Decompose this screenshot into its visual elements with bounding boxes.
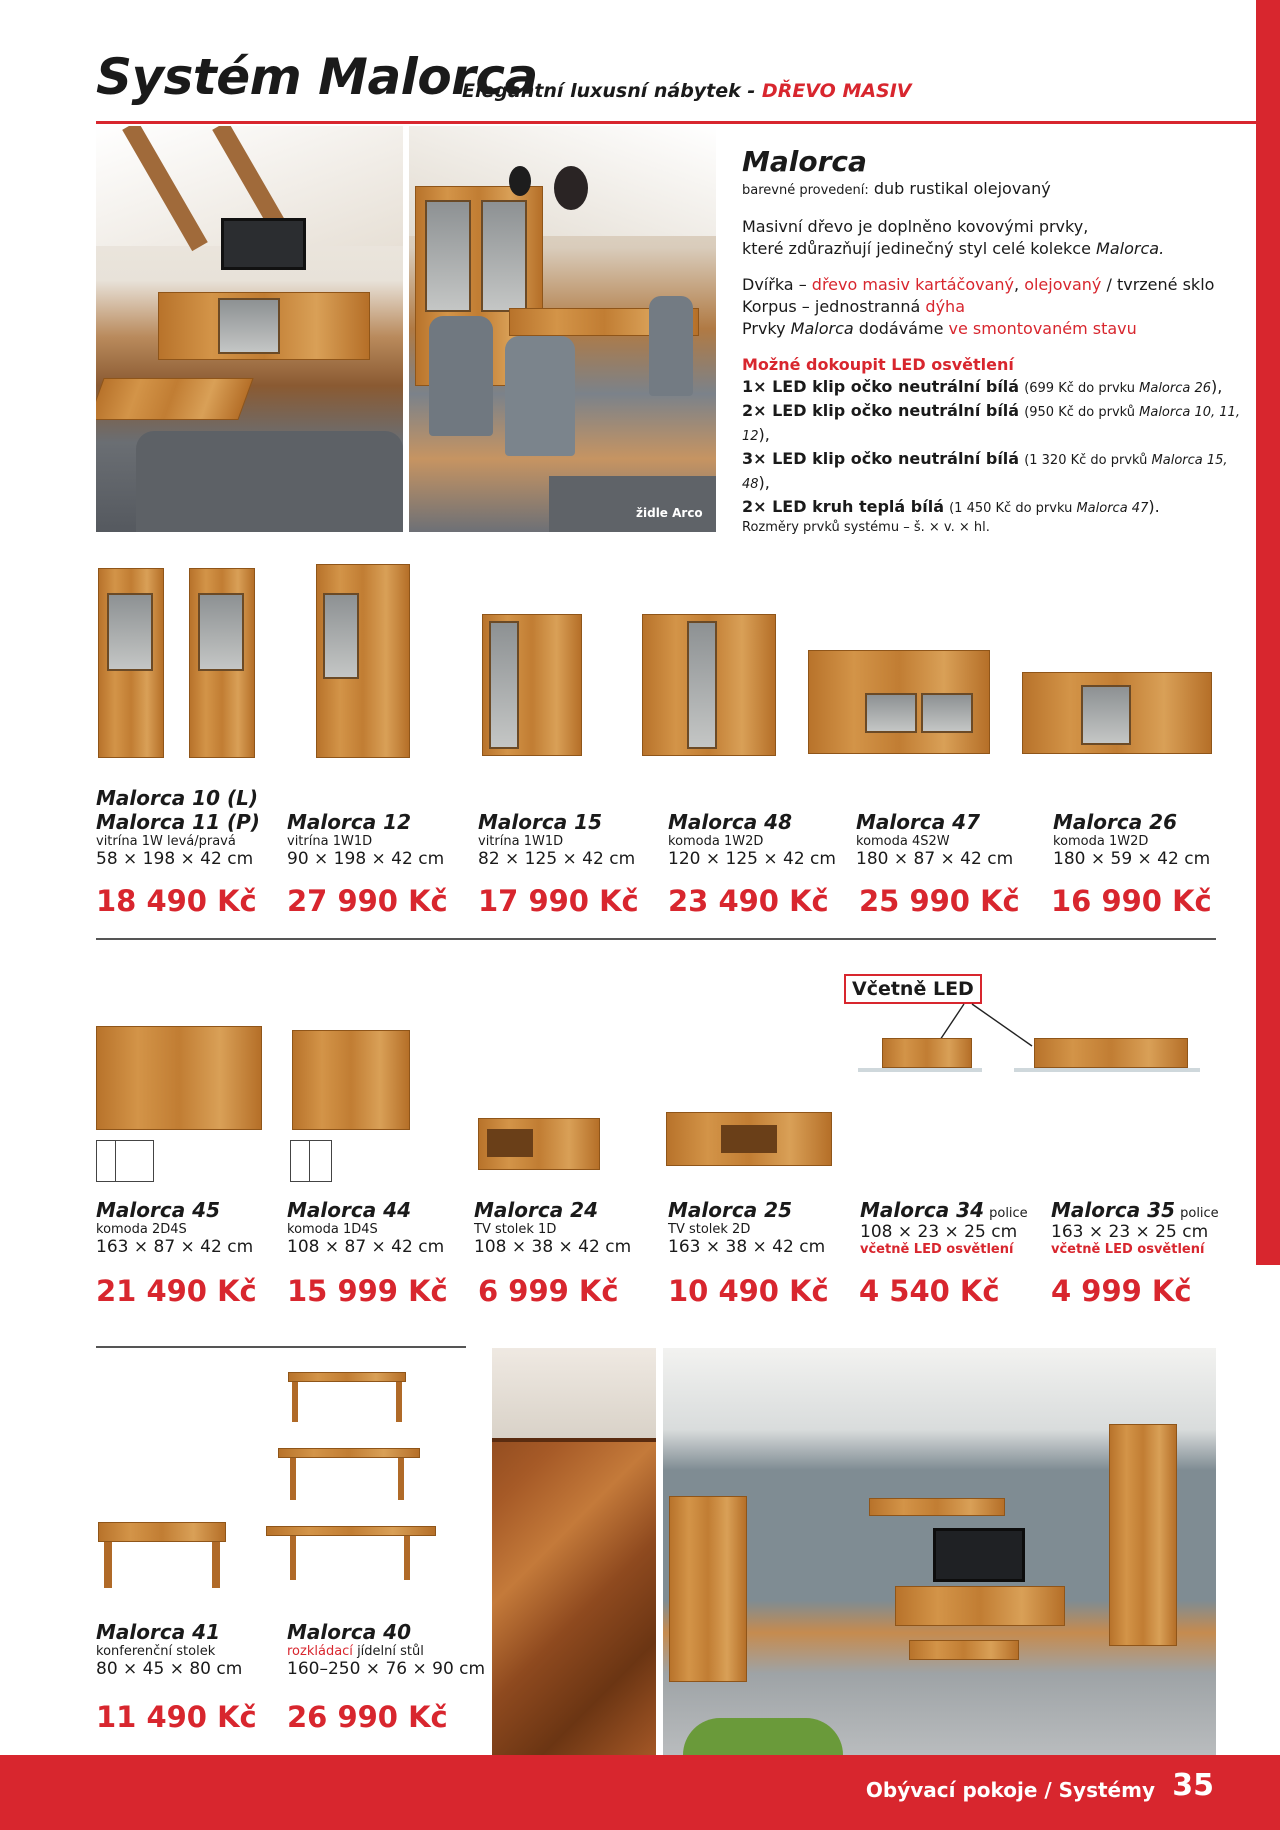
led-included-badge: Včetně LED	[844, 974, 982, 1004]
living-room-photo	[96, 126, 403, 532]
title-underline	[96, 121, 1256, 124]
table-leg	[292, 1382, 298, 1422]
page-number: 35	[1172, 1768, 1214, 1803]
wood-grain-detail-photo	[492, 1348, 656, 1755]
dining-chair	[429, 316, 493, 436]
price-malorca-25: 10 490 Kč	[668, 1274, 829, 1308]
sofa	[136, 431, 403, 532]
product-malorca-44: Malorca 44 komoda 1D4S 108 × 87 × 42 cm	[287, 1198, 445, 1257]
table-leg	[404, 1536, 410, 1580]
drawer-diagram-icon	[96, 1140, 154, 1182]
led-item: 3× LED klip očko neutrální bílá (1 320 Kč do prvků Malorca 15, 48),	[742, 449, 1228, 492]
price-malorca-45: 21 490 Kč	[96, 1274, 257, 1308]
subtitle-highlight: DŘEVO MASIV	[761, 80, 912, 102]
product-image-malorca-47	[808, 650, 990, 754]
price-malorca-26: 16 990 Kč	[1051, 884, 1212, 918]
table-leg	[212, 1542, 220, 1588]
led-heading: Možné dokoupit LED osvětlení	[742, 355, 1014, 374]
pendant-lamp	[554, 166, 588, 210]
product-image-malorca-48	[642, 614, 776, 756]
product-image-malorca-44	[292, 1030, 410, 1130]
price-malorca-15: 17 990 Kč	[478, 884, 639, 918]
price-malorca-44: 15 999 Kč	[287, 1274, 448, 1308]
shelf-led-strip	[858, 1068, 982, 1072]
body-line: Korpus – jednostranná dýha	[742, 297, 965, 316]
sofa-armrest	[549, 476, 716, 532]
finish-line: barevné provedení: dub rustikal olejovaný	[742, 179, 1051, 198]
price-malorca-41: 11 490 Kč	[96, 1700, 257, 1734]
scene-vitrine	[669, 1496, 747, 1682]
scene-cushion	[683, 1718, 843, 1755]
product-image-malorca-45	[96, 1026, 262, 1130]
led-item: 1× LED klip očko neutrální bílá (699 Kč do prvku Malorca 26),	[742, 377, 1223, 396]
scene-shelf	[869, 1498, 1005, 1516]
led-item: 2× LED kruh teplá bílá (1 450 Kč do prvku Malorca 47).	[742, 497, 1160, 516]
product-image-malorca-10	[98, 568, 164, 758]
table-leg	[290, 1458, 296, 1500]
product-malorca-41: Malorca 41 konferenční stolek 80 × 45 × 80 cm	[96, 1620, 243, 1679]
product-malorca-12: Malorca 12 vitrína 1W1D 90 × 198 × 42 cm	[287, 810, 445, 869]
table-leg	[398, 1458, 404, 1500]
price-malorca-35: 4 999 Kč	[1051, 1274, 1192, 1308]
doors-line: Dvířka – dřevo masiv kartáčovaný, olejovaný / tvrzené sklo	[742, 275, 1215, 294]
info-title: Malorca	[742, 145, 867, 178]
product-image-malorca-34	[882, 1038, 972, 1068]
page-title: Systém Malorca	[96, 48, 538, 106]
table-leg	[104, 1542, 112, 1588]
table-leg	[290, 1536, 296, 1580]
price-malorca-40: 26 990 Kč	[287, 1700, 448, 1734]
product-malorca-40: Malorca 40 rozkládací jídelní stůl 160–250 × 76 × 90 cm	[287, 1620, 486, 1679]
product-malorca-10-11: Malorca 10 (L) Malorca 11 (P) vitrína 1W levá/pravá 58 × 198 × 42 cm	[96, 786, 260, 869]
desc-line: Masivní dřevo je doplněno kovovými prvky,	[742, 217, 1089, 236]
product-image-malorca-40-extended	[266, 1526, 436, 1536]
product-malorca-25: Malorca 25 TV stolek 2D 163 × 38 × 42 cm	[668, 1198, 826, 1257]
product-malorca-47: Malorca 47 komoda 4S2W 180 × 87 × 42 cm	[856, 810, 1014, 869]
chair-caption: židle Arco	[636, 506, 703, 520]
price-malorca-34: 4 540 Kč	[859, 1274, 1000, 1308]
product-image-malorca-40-closed	[288, 1372, 406, 1382]
table-leg	[396, 1382, 402, 1422]
product-image-malorca-15	[482, 614, 582, 756]
led-list	[742, 376, 1252, 520]
product-image-malorca-35	[1034, 1038, 1188, 1068]
product-image-malorca-25	[666, 1112, 832, 1166]
product-image-malorca-12	[316, 564, 410, 758]
drawer-diagram-icon	[290, 1140, 332, 1182]
product-malorca-15: Malorca 15 vitrína 1W1D 82 × 125 × 42 cm	[478, 810, 636, 869]
dining-room-photo	[409, 126, 716, 532]
price-malorca-12: 27 990 Kč	[287, 884, 448, 918]
product-image-malorca-26	[1022, 672, 1212, 754]
stand-glass-door	[218, 298, 280, 354]
product-malorca-45: Malorca 45 komoda 2D4S 163 × 87 × 42 cm	[96, 1198, 254, 1257]
side-accent-bar	[1256, 0, 1280, 1265]
product-malorca-26: Malorca 26 komoda 1W2D 180 × 59 × 42 cm	[1053, 810, 1211, 869]
vitrine-glass	[481, 200, 527, 312]
dining-chair	[649, 296, 693, 396]
assembly-line: Prvky Malorca dodáváme ve smontovaném stavu	[742, 319, 1137, 338]
scene-vitrine	[1109, 1424, 1177, 1646]
product-malorca-24: Malorca 24 TV stolek 1D 108 × 38 × 42 cm	[474, 1198, 632, 1257]
product-image-malorca-24	[478, 1118, 600, 1170]
footer-section-label: Obývací pokoje / Systémy	[865, 1778, 1155, 1802]
vitrine-glass	[425, 200, 471, 312]
product-image-malorca-41	[98, 1522, 226, 1542]
product-image-malorca-11	[189, 568, 255, 758]
price-malorca-47: 25 990 Kč	[859, 884, 1020, 918]
shelf-led-strip	[1014, 1068, 1200, 1072]
scene-tv	[933, 1528, 1025, 1582]
living-room-scene-photo	[663, 1348, 1216, 1755]
tv-screen	[221, 218, 306, 270]
coffee-table	[96, 378, 254, 420]
price-malorca-10-11: 18 490 Kč	[96, 884, 257, 918]
product-malorca-48: Malorca 48 komoda 1W2D 120 × 125 × 42 cm	[668, 810, 836, 869]
price-malorca-48: 23 490 Kč	[668, 884, 829, 918]
product-info	[742, 146, 1252, 520]
product-malorca-34: Malorca 34 police 108 × 23 × 25 cm včetně LED osvětlení	[860, 1198, 1028, 1257]
subtitle-prefix: Elegantní luxusní nábytek -	[462, 80, 756, 102]
price-malorca-24: 6 999 Kč	[478, 1274, 619, 1308]
page-subtitle	[462, 80, 912, 102]
pendant-lamp	[509, 166, 531, 196]
dimensions-note: Rozměry prvků systému – š. × v. × hl.	[742, 520, 990, 535]
product-image-malorca-40-half	[278, 1448, 420, 1458]
desc-line: které zdůrazňují jedinečný styl celé kolekce Malorca.	[742, 239, 1165, 258]
product-malorca-35: Malorca 35 police 163 × 23 × 25 cm včetně LED osvětlení	[1051, 1198, 1219, 1257]
dining-chair	[505, 336, 575, 456]
scene-tv-stand	[895, 1586, 1065, 1626]
row-divider	[96, 1346, 466, 1348]
row-divider	[96, 938, 1216, 940]
scene-coffee-table	[909, 1640, 1019, 1660]
led-item: 2× LED klip očko neutrální bílá (950 Kč do prvků Malorca 10, 11, 12),	[742, 401, 1240, 444]
